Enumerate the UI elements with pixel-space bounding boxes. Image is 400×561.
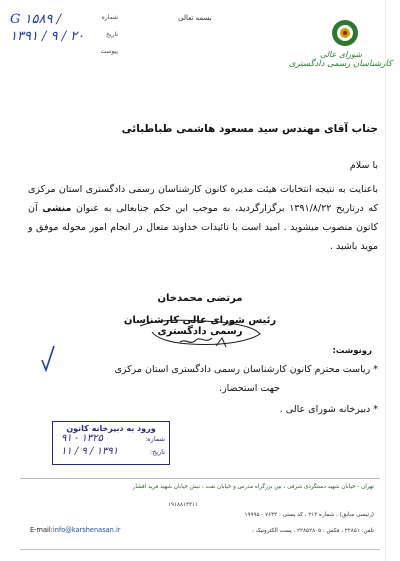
cc-label: رونوشت: xyxy=(332,346,372,356)
cc-recipient-2: * دبیرخانه شورای عالی . xyxy=(279,404,378,415)
brand-name xyxy=(289,50,392,69)
entry-stamp xyxy=(52,421,170,465)
stamp-date-label: تاریخ: xyxy=(149,448,165,456)
header-invocation: بسمه تعالی xyxy=(178,14,212,22)
footer-divider-bottom xyxy=(20,549,380,550)
stamp-date-row xyxy=(57,446,165,459)
meta-date-label: تاریخ xyxy=(106,31,118,38)
footer-postcode: (رئیسی سابق) ، شماره ۲۱۳ ، کد پستی : ۷۶۴۳ - ۱۹۹۹۵ xyxy=(244,512,374,518)
meta-number-label: شماره xyxy=(101,14,118,21)
letter-body-role: منشی xyxy=(42,203,72,214)
stamp-title: ورود به دبیرخانه کانون xyxy=(66,424,156,433)
council-logo-icon xyxy=(330,18,360,48)
letter-body-part-2: آن کانون منصوب میشوید . امید است با تائیدات خداوند متعال در انجام امور محوله موفق و موید باشید . xyxy=(28,203,378,252)
footer-divider-top xyxy=(20,478,380,479)
brand-line-1: شورای عالی xyxy=(319,50,362,59)
footer-email-address[interactable]: info@karshenasan.ir xyxy=(52,526,121,534)
signatory-title: رئیس شورای عالی کارشناسان رسمی دادگستری xyxy=(123,315,277,337)
meta-attachment xyxy=(10,46,120,63)
letter-body-part-1: باعنایت به نتیجه انتخابات هیئت مدیره کانون کارشناسان رسمی دادگستری استان مرکزی که درتاریخ ۱۳۹۱/۸/۲۲ برگزارگردید، به موجب این حکم جنابعالی به عنوان xyxy=(28,184,378,214)
letter-meta xyxy=(10,12,120,63)
meta-number xyxy=(10,12,120,29)
meta-attachment-label: پیوست xyxy=(100,48,118,55)
check-mark-icon xyxy=(40,344,56,374)
footer-email xyxy=(30,526,121,534)
stamp-number-value: ۱۳۲۵ - ۹۱ xyxy=(61,433,103,444)
cc-recipient-1: * ریاست محترم کانون کارشناسان رسمی دادگستری استان مرکزی xyxy=(114,364,378,375)
stamp-number-label: شماره: xyxy=(145,435,165,443)
footer-email-prefix: E-mail: xyxy=(30,526,53,534)
cc-recipient-1-note: جهت استحضار. xyxy=(219,383,280,394)
letter-greeting: با سلام xyxy=(349,160,378,171)
footer-phone-fax: تلفن: ۲۲۸۵۱ ، فکس : ۲۲۸۵۲۸۰۵ ، پست الکترونیک : xyxy=(252,528,374,534)
paper-crease xyxy=(385,0,386,561)
letter-salutation: جناب آقای مهندس سید مسعود هاشمی طباطبائی xyxy=(121,123,378,135)
brand-line-2: کارشناسان رسمی دادگستری xyxy=(288,59,392,69)
meta-date-value: ۱۳۹۱ / ۹ / ۲۰ xyxy=(10,29,85,44)
footer-postal-box: ۱۹۱۸۸۱۴۳۱۱ xyxy=(168,502,199,508)
signatory-name: مرتضی محمدخان xyxy=(157,293,243,304)
meta-date xyxy=(10,29,120,46)
stamp-date-value: ۱۳۹۱ / ۹ / ۱۱ xyxy=(61,446,119,457)
stamp-number-row xyxy=(57,433,165,446)
meta-number-value: G ۱۵۸۹ / xyxy=(10,12,61,27)
letter-body xyxy=(28,180,378,256)
handwritten-signature xyxy=(120,316,270,352)
footer-address: تهران - خیابان شهید دستگردی شرقی ، بین بزرگراه مدرس و خیابان نفت ، نبش خیابان شهید فرید افشار xyxy=(132,484,374,490)
